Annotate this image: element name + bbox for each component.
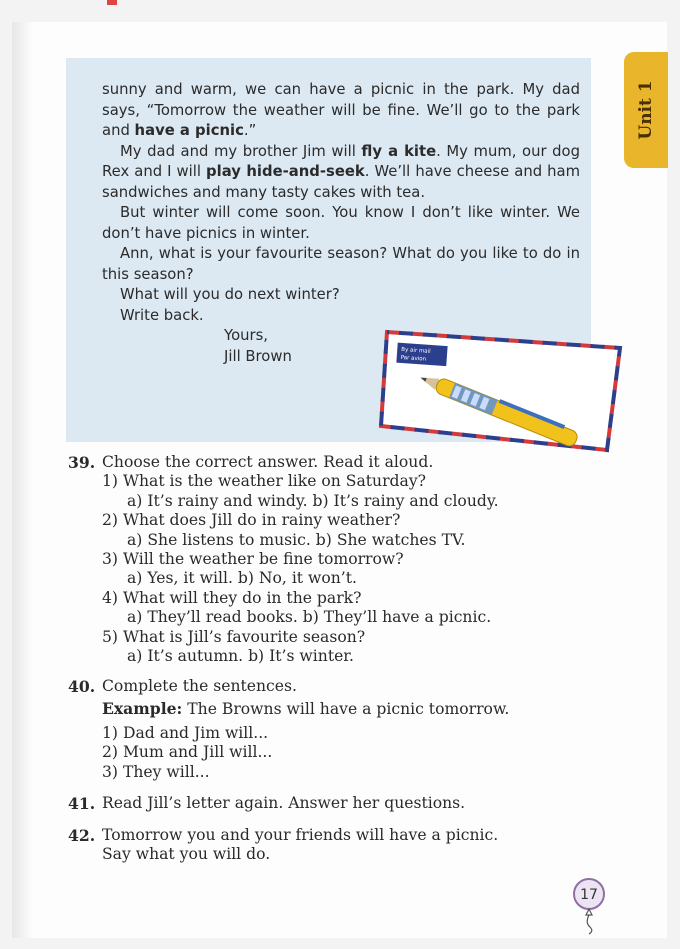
exercise-instruction: Tomorrow you and your friends will have a picnic. [102, 826, 499, 844]
exercise-39 [68, 453, 588, 666]
answer-options: a) It’s rainy and windy. b) It’s rainy and cloudy. [127, 491, 499, 510]
answer-options: a) She listens to music. b) She watches TV. [127, 530, 466, 549]
letter-paragraph-4: Ann, what is your favourite season? What do you like to do in this season? [102, 245, 580, 283]
question: 3) Will the weather be fine tomorrow? [102, 550, 404, 569]
sentence-item: 1) Dad and Jim will... [102, 723, 269, 742]
page-number: 17 [580, 887, 598, 903]
envelope-illustration [375, 318, 625, 468]
exercise-number: 40. [68, 677, 96, 696]
airmail-label-text-1: By air mail [401, 346, 431, 355]
airmail-label [396, 343, 447, 366]
letter-closing: Yours, [224, 327, 269, 344]
page-number-badge [571, 877, 611, 935]
letter-paragraph-3: But winter will come soon. You know I don’t like winter. We don’t have picnics in winter. [102, 204, 580, 242]
airmail-label-text-2: Par avion [400, 354, 427, 363]
sentence-item: 2) Mum and Jill will... [102, 743, 273, 762]
exercise-instruction: Complete the sentences. [102, 677, 297, 695]
sentence-item: 3) They will... [102, 762, 210, 781]
letter-paragraph-1: sunny and warm, we can have a picnic in the park. My dad says, “Tomorrow the weather will be fine. We’ll go to the park and have a picnic.” [102, 81, 580, 139]
question: 1) What is the weather like on Saturday? [102, 472, 427, 491]
exercise-41 [68, 794, 588, 813]
gutter-shadow [12, 22, 32, 938]
exercise-instruction-cont: Say what you will do. [102, 845, 271, 864]
answer-options: a) They’ll read books. b) They’ll have a picnic. [127, 608, 492, 627]
answer-options: a) It’s autumn. b) It’s winter. [127, 647, 355, 666]
exercise-42 [68, 826, 588, 865]
exercise-number: 39. [68, 453, 96, 472]
exercise-instruction: Read Jill’s letter again. Answer her questions. [102, 794, 466, 812]
letter-signature: Jill Brown [224, 347, 292, 365]
answer-options: a) Yes, it will. b) No, it won’t. [127, 569, 357, 588]
question: 4) What will they do in the park? [102, 588, 362, 607]
unit-tab [624, 52, 668, 168]
top-mark [107, 0, 117, 5]
letter-paragraph-6: Write back. [120, 306, 204, 324]
question: 2) What does Jill do in rainy weather? [102, 511, 401, 530]
exercise-number: 42. [68, 826, 96, 845]
exercise-instruction: Choose the correct answer. Read it aloud. [102, 453, 434, 471]
letter-paragraph-2: My dad and my brother Jim will fly a kite. My mum, our dog Rex and I will play hide-and-seek. We’ll have cheese and ham sandwiches and many tasty cakes with tea. [102, 142, 580, 201]
exercise-number: 41. [68, 794, 96, 813]
question: 5) What is Jill’s favourite season? [102, 627, 366, 646]
unit-tab-label: Unit 1 [636, 80, 656, 140]
letter-paragraph-5: What will you do next winter? [120, 286, 340, 303]
exercise-40 [68, 677, 588, 782]
example-line: Example: The Browns will have a picnic tomorrow. [102, 699, 510, 719]
